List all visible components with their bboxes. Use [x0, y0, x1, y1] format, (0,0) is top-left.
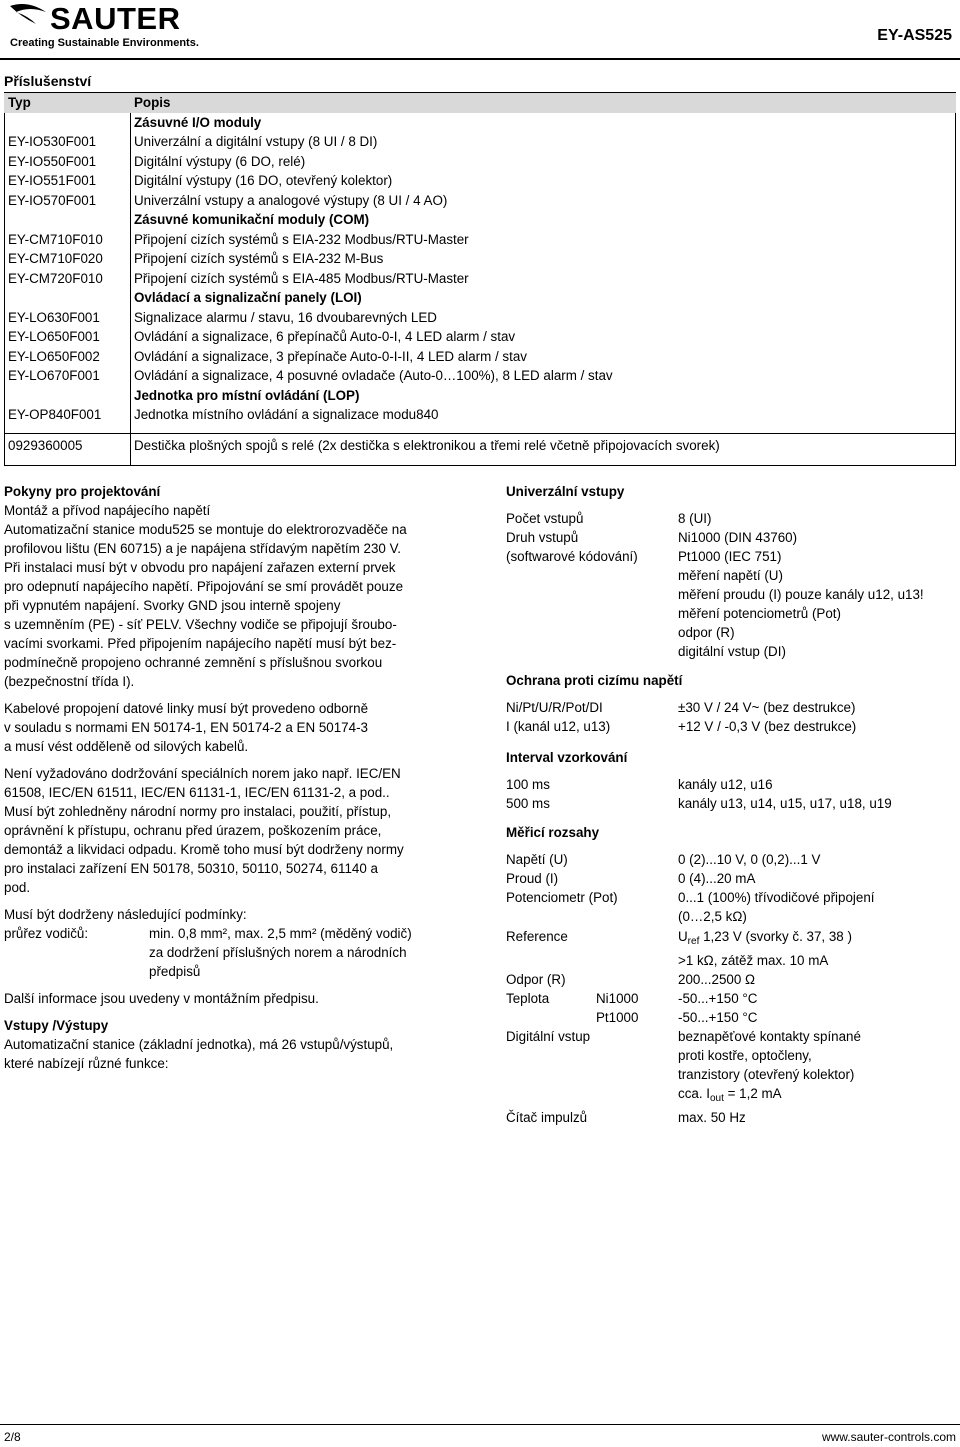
table-group-row	[4, 288, 956, 308]
reference-value	[678, 927, 956, 951]
temperature-row-ni	[506, 989, 956, 1008]
spec-row	[506, 566, 956, 585]
desc-cell: Jednotka pro místní ovládání (LOP)	[134, 387, 360, 403]
temperature-row-pt	[506, 1008, 956, 1027]
specs-column	[506, 482, 956, 1127]
cabling-paragraph	[4, 699, 452, 756]
wire-section-line: min. 0,8 mm², max. 2,5 mm² (měděný vodič)	[149, 926, 412, 941]
spec-row	[506, 794, 956, 813]
table-row	[4, 171, 956, 191]
spec-row	[506, 509, 956, 528]
table-row	[4, 431, 956, 461]
universal-inputs-list	[506, 509, 956, 661]
pulse-counter-value: max. 50 Hz	[678, 1110, 746, 1125]
resistance-row	[506, 970, 956, 989]
spec-row-key	[506, 585, 678, 604]
logo-tagline: Creating Sustainable Environments.	[10, 37, 199, 49]
spec-row-value: 0...1 (100%) třívodičové připojení	[678, 890, 875, 905]
spec-row	[506, 585, 956, 604]
page-number: 2/8	[4, 1430, 21, 1444]
desc-cell: Ovládání a signalizace, 6 přepínačů Auto-0-I, 4 LED alarm / stav	[134, 329, 516, 345]
type-cell: EY-LO630F001	[8, 309, 100, 325]
paragraph-line: pod.	[4, 880, 31, 895]
type-cell: EY-CM720F010	[8, 270, 103, 286]
table-group-row	[4, 386, 956, 406]
desc-cell: Digitální výstupy (16 DO, otevřený kolektor)	[134, 173, 393, 189]
paragraph-line: vacími svorkami. Před připojením napájecího napětí musí být bez-	[4, 636, 397, 651]
ref-text: 1,23 V (svorky č. 37, 38 )	[703, 929, 852, 944]
spec-row-key	[506, 642, 678, 661]
spec-row-value: kanály u12, u16	[678, 777, 773, 792]
paragraph-line: a musí vést odděleně od silových kabelů.	[4, 739, 249, 754]
spec-row-key	[506, 907, 678, 926]
type-cell: EY-LO650F001	[8, 329, 100, 345]
type-cell: EY-CM710F010	[8, 231, 103, 247]
type-cell: EY-IO530F001	[8, 134, 97, 150]
table-row	[4, 308, 956, 328]
accessories-table	[4, 93, 956, 461]
spec-row-key: 100 ms	[506, 777, 550, 792]
table-row	[4, 269, 956, 289]
resistance-value: 200...2500 Ω	[678, 972, 756, 987]
desc-cell: Ovládací a signalizační panely (LOI)	[134, 290, 362, 306]
desc-cell: Univerzální a digitální vstupy (8 UI / 8 DI)	[134, 134, 378, 150]
paragraph-line: demontáž a likvidaci odpadu. Kromě toho musí být dodrženy normy	[4, 842, 404, 857]
spec-row-key: Počet vstupů	[506, 511, 584, 526]
digital-input-line: beznapěťové kontakty spínané	[678, 1029, 861, 1044]
paragraph-line: v souladu s normami EN 50174-1, EN 50174-2 a EN 50174-3	[4, 720, 368, 735]
type-cell: EY-IO550F001	[8, 153, 97, 169]
further-info: Další informace jsou uvedeny v montážním předpisu.	[4, 991, 319, 1006]
digital-input-key: Digitální vstup	[506, 1029, 591, 1044]
spec-row-value: digitální vstup (DI)	[678, 644, 786, 659]
temperature-ni-value: -50...+150 °C	[678, 991, 758, 1006]
desc-cell: Univerzální vstupy a analogové výstupy (8 UI / 4 AO)	[134, 192, 448, 208]
reference-row-2	[506, 951, 956, 970]
spec-row-value: +12 V / -0,3 V (bez destrukce)	[678, 719, 857, 734]
spec-row-key: (softwarové kódování)	[506, 549, 638, 564]
digital-input-line: tranzistory (otevřený kolektor)	[678, 1067, 855, 1082]
wire-section-line: předpisů	[149, 964, 201, 979]
spec-row-key: Ni/Pt/U/R/Pot/DI	[506, 700, 603, 715]
desc-cell: Připojení cizích systémů s EIA-232 Modbus/RTU-Master	[134, 231, 469, 247]
table-row	[4, 366, 956, 386]
spec-row-value: měření potenciometrů (Pot)	[678, 606, 841, 621]
cca-value: = 1,2 mA	[723, 1086, 782, 1101]
spec-row-value: (0…2,5 kΩ)	[678, 909, 747, 924]
universal-inputs-heading: Univerzální vstupy	[506, 484, 625, 499]
accessories-title: Příslušenství	[4, 73, 92, 89]
protection-heading: Ochrana proti cizímu napětí	[506, 673, 683, 688]
wire-section-line: za dodržení příslušných norem a národních	[149, 945, 407, 960]
table-row	[4, 347, 956, 367]
spec-row-value: měření napětí (U)	[678, 568, 783, 583]
reference-row	[506, 927, 956, 951]
spec-row-key	[506, 604, 678, 623]
temperature-pt-value: -50...+150 °C	[678, 1010, 758, 1025]
temperature-ni-label: Ni1000	[596, 991, 639, 1006]
type-cell	[4, 210, 130, 230]
pulse-counter-row	[506, 1108, 956, 1127]
table-row	[4, 191, 956, 211]
paragraph-line: profilovou lištu (EN 60715) a je napájena střídavým napětím 230 V.	[4, 541, 401, 556]
spec-row	[506, 623, 956, 642]
desc-cell: Zásuvné komunikační moduly (COM)	[134, 212, 370, 228]
conditions-intro: Musí být dodrženy následující podmínky:	[4, 907, 247, 922]
sauter-logo	[6, 1, 199, 50]
type-cell: EY-CM710F020	[8, 251, 103, 267]
ref-symbol: U	[678, 929, 688, 944]
desc-cell: Jednotka místního ovládání a signalizace modu840	[134, 407, 439, 423]
spec-row-key: Druh vstupů	[506, 530, 579, 545]
desc-cell: Ovládání a signalizace, 4 posuvné ovladače (Auto-0…100%), 8 LED alarm / stav	[134, 368, 613, 384]
digital-current-value	[678, 1084, 956, 1108]
type-cell	[4, 113, 130, 133]
col-type-header: Typ	[4, 93, 130, 113]
spec-row	[506, 869, 956, 888]
table-header-row	[4, 93, 956, 113]
spec-row-key: 500 ms	[506, 796, 550, 811]
paragraph-line: Není vyžadováno dodržování speciálních norem jako např. IEC/EN	[4, 766, 401, 781]
io-paragraph	[4, 1035, 452, 1073]
table-row	[4, 249, 956, 269]
paragraph-line: Musí být zohledněny národní normy pro instalaci, použití, přístup,	[4, 804, 392, 819]
out-subscript: out	[710, 1093, 724, 1104]
paragraph-line: oprávnění k přístupu, ochranu před úrazem, poškozením práce,	[4, 823, 382, 838]
spec-row-key: Potenciometr (Pot)	[506, 890, 618, 905]
paragraph-line: pro instalaci zařízení EN 50178, 50310, 50110, 50274, 61140 a	[4, 861, 378, 876]
table-row	[4, 132, 956, 152]
desc-cell: Signalizace alarmu / stavu, 16 dvoubarevných LED	[134, 309, 437, 325]
spec-row-key	[506, 566, 678, 585]
spec-row	[506, 717, 956, 736]
spec-row	[506, 604, 956, 623]
spec-row-key: Napětí (U)	[506, 852, 568, 867]
document-code: EY-AS525	[877, 27, 952, 44]
table-bottom-rule	[4, 465, 956, 466]
type-cell	[4, 386, 130, 406]
wire-section-key: průřez vodičů:	[4, 926, 89, 941]
standards-paragraph	[4, 764, 452, 897]
desc-cell: Destička plošných spojů s relé (2x destička s elektronikou a třemi relé včetně připojovacích svorek)	[134, 438, 720, 453]
spec-row	[506, 642, 956, 661]
spec-row	[506, 775, 956, 794]
type-cell: EY-LO670F001	[8, 368, 100, 384]
ref-subscript: ref	[687, 936, 700, 947]
table-row	[4, 152, 956, 172]
protection-list	[506, 698, 956, 736]
digital-input-row	[506, 1027, 956, 1084]
paragraph-line: podmínečně propojeno ochranné zemnění s příslušnou svorkou	[4, 655, 383, 670]
logo-wordmark: SAUTER	[50, 1, 181, 36]
paragraph-line: Kabelové propojení datové linky musí být provedeno odborně	[4, 701, 369, 716]
paragraph-line: 61508, IEC/EN 61511, IEC/EN 61131-1, IEC/EN 61131-2, a pod..	[4, 785, 390, 800]
table-row	[4, 327, 956, 347]
spec-row	[506, 850, 956, 869]
type-cell	[4, 288, 130, 308]
wire-section-row	[4, 924, 452, 981]
io-heading: Vstupy /Výstupy	[4, 1018, 109, 1033]
digital-current-row	[506, 1084, 956, 1108]
paragraph-line: Při instalaci musí být v obvodu pro napájení zařazen externí prvek	[4, 560, 396, 575]
cca-text: cca. I	[678, 1086, 710, 1101]
paragraph-line: při vypnutém napájení. Svorky GND jsou interně spojeny	[4, 598, 341, 613]
paragraph-line: (bezpečnostní třída I).	[4, 674, 135, 689]
spec-row-value: ±30 V / 24 V~ (bez destrukce)	[678, 700, 856, 715]
digital-input-line: proti kostře, optočleny,	[678, 1048, 812, 1063]
table-divider	[4, 433, 956, 434]
spec-row-value: odpor (R)	[678, 625, 735, 640]
spec-row-value: 0 (2)...10 V, 0 (0,2)...1 V	[678, 852, 821, 867]
spec-row	[506, 907, 956, 926]
spec-row	[506, 888, 956, 907]
type-cell: EY-IO570F001	[8, 192, 97, 208]
spec-row-value: 0 (4)...20 mA	[678, 871, 756, 886]
temperature-key: Teplota	[506, 991, 550, 1006]
ranges-heading: Měřicí rozsahy	[506, 825, 600, 840]
paragraph-line: Automatizační stanice (základní jednotka), má 26 vstupů/výstupů,	[4, 1037, 394, 1052]
spec-row-value: měření proudu (I) pouze kanály u12, u13!	[678, 587, 924, 602]
desc-cell: Digitální výstupy (6 DO, relé)	[134, 153, 306, 169]
table-row	[4, 230, 956, 250]
spec-row	[506, 528, 956, 547]
paragraph-line: pro odepnutí napájecího napětí. Připojování se smí provádět pouze	[4, 579, 404, 594]
header-rule	[0, 58, 960, 60]
digital-input-values	[678, 1027, 956, 1084]
spec-row-key: Proud (I)	[506, 871, 559, 886]
table-row	[4, 405, 956, 425]
spec-row	[506, 698, 956, 717]
type-cell: EY-IO551F001	[8, 173, 97, 189]
planning-heading: Pokyny pro projektování	[4, 484, 161, 499]
table-group-row	[4, 210, 956, 230]
table-group-row	[4, 113, 956, 133]
ranges-list	[506, 850, 956, 926]
desc-cell: Zásuvné I/O moduly	[134, 114, 262, 130]
spec-row-key	[506, 623, 678, 642]
footer-rule	[0, 1424, 960, 1425]
wire-section-values	[149, 924, 412, 981]
sampling-list	[506, 775, 956, 813]
spec-row-value: kanály u13, u14, u15, u17, u18, u19	[678, 796, 892, 811]
type-cell: EY-LO650F002	[8, 348, 100, 364]
type-cell: EY-OP840F001	[8, 407, 102, 423]
website-link[interactable]: www.sauter-controls.com	[821, 1430, 956, 1444]
sampling-heading: Interval vzorkování	[506, 750, 628, 765]
desc-cell: Ovládání a signalizace, 3 přepínače Auto-0-I-II, 4 LED alarm / stav	[134, 348, 527, 364]
spec-row-value: 8 (UI)	[678, 511, 712, 526]
paragraph-line: Automatizační stanice modu525 se montuje do elektrorozvaděče na	[4, 522, 407, 537]
reference-key: Reference	[506, 929, 568, 944]
type-cell: 0929360005	[8, 438, 83, 453]
col-desc-header: Popis	[130, 93, 956, 113]
resistance-key: Odpor (R)	[506, 972, 566, 987]
reference-load: >1 kΩ, zátěž max. 10 mA	[678, 953, 829, 968]
spec-row-key: I (kanál u12, u13)	[506, 719, 611, 734]
paragraph-line: které nabízejí různé funkce:	[4, 1056, 169, 1071]
spec-row	[506, 547, 956, 566]
pulse-counter-key: Čítač impulzů	[506, 1110, 588, 1125]
spec-row-value: Ni1000 (DIN 43760)	[678, 530, 798, 545]
temperature-pt-label: Pt1000	[596, 1010, 639, 1025]
paragraph-line: s uzemněním (PE) - síť PELV. Všechny vodiče se připojují šroubo-	[4, 617, 397, 632]
desc-cell: Připojení cizích systémů s EIA-232 M-Bus	[134, 251, 384, 267]
power-subtitle: Montáž a přívod napájecího napětí	[4, 503, 211, 518]
planning-notes	[4, 482, 452, 1073]
power-paragraph	[4, 520, 452, 691]
spec-row-value: Pt1000 (IEC 751)	[678, 549, 782, 564]
desc-cell: Připojení cizích systémů s EIA-485 Modbus/RTU-Master	[134, 270, 469, 286]
